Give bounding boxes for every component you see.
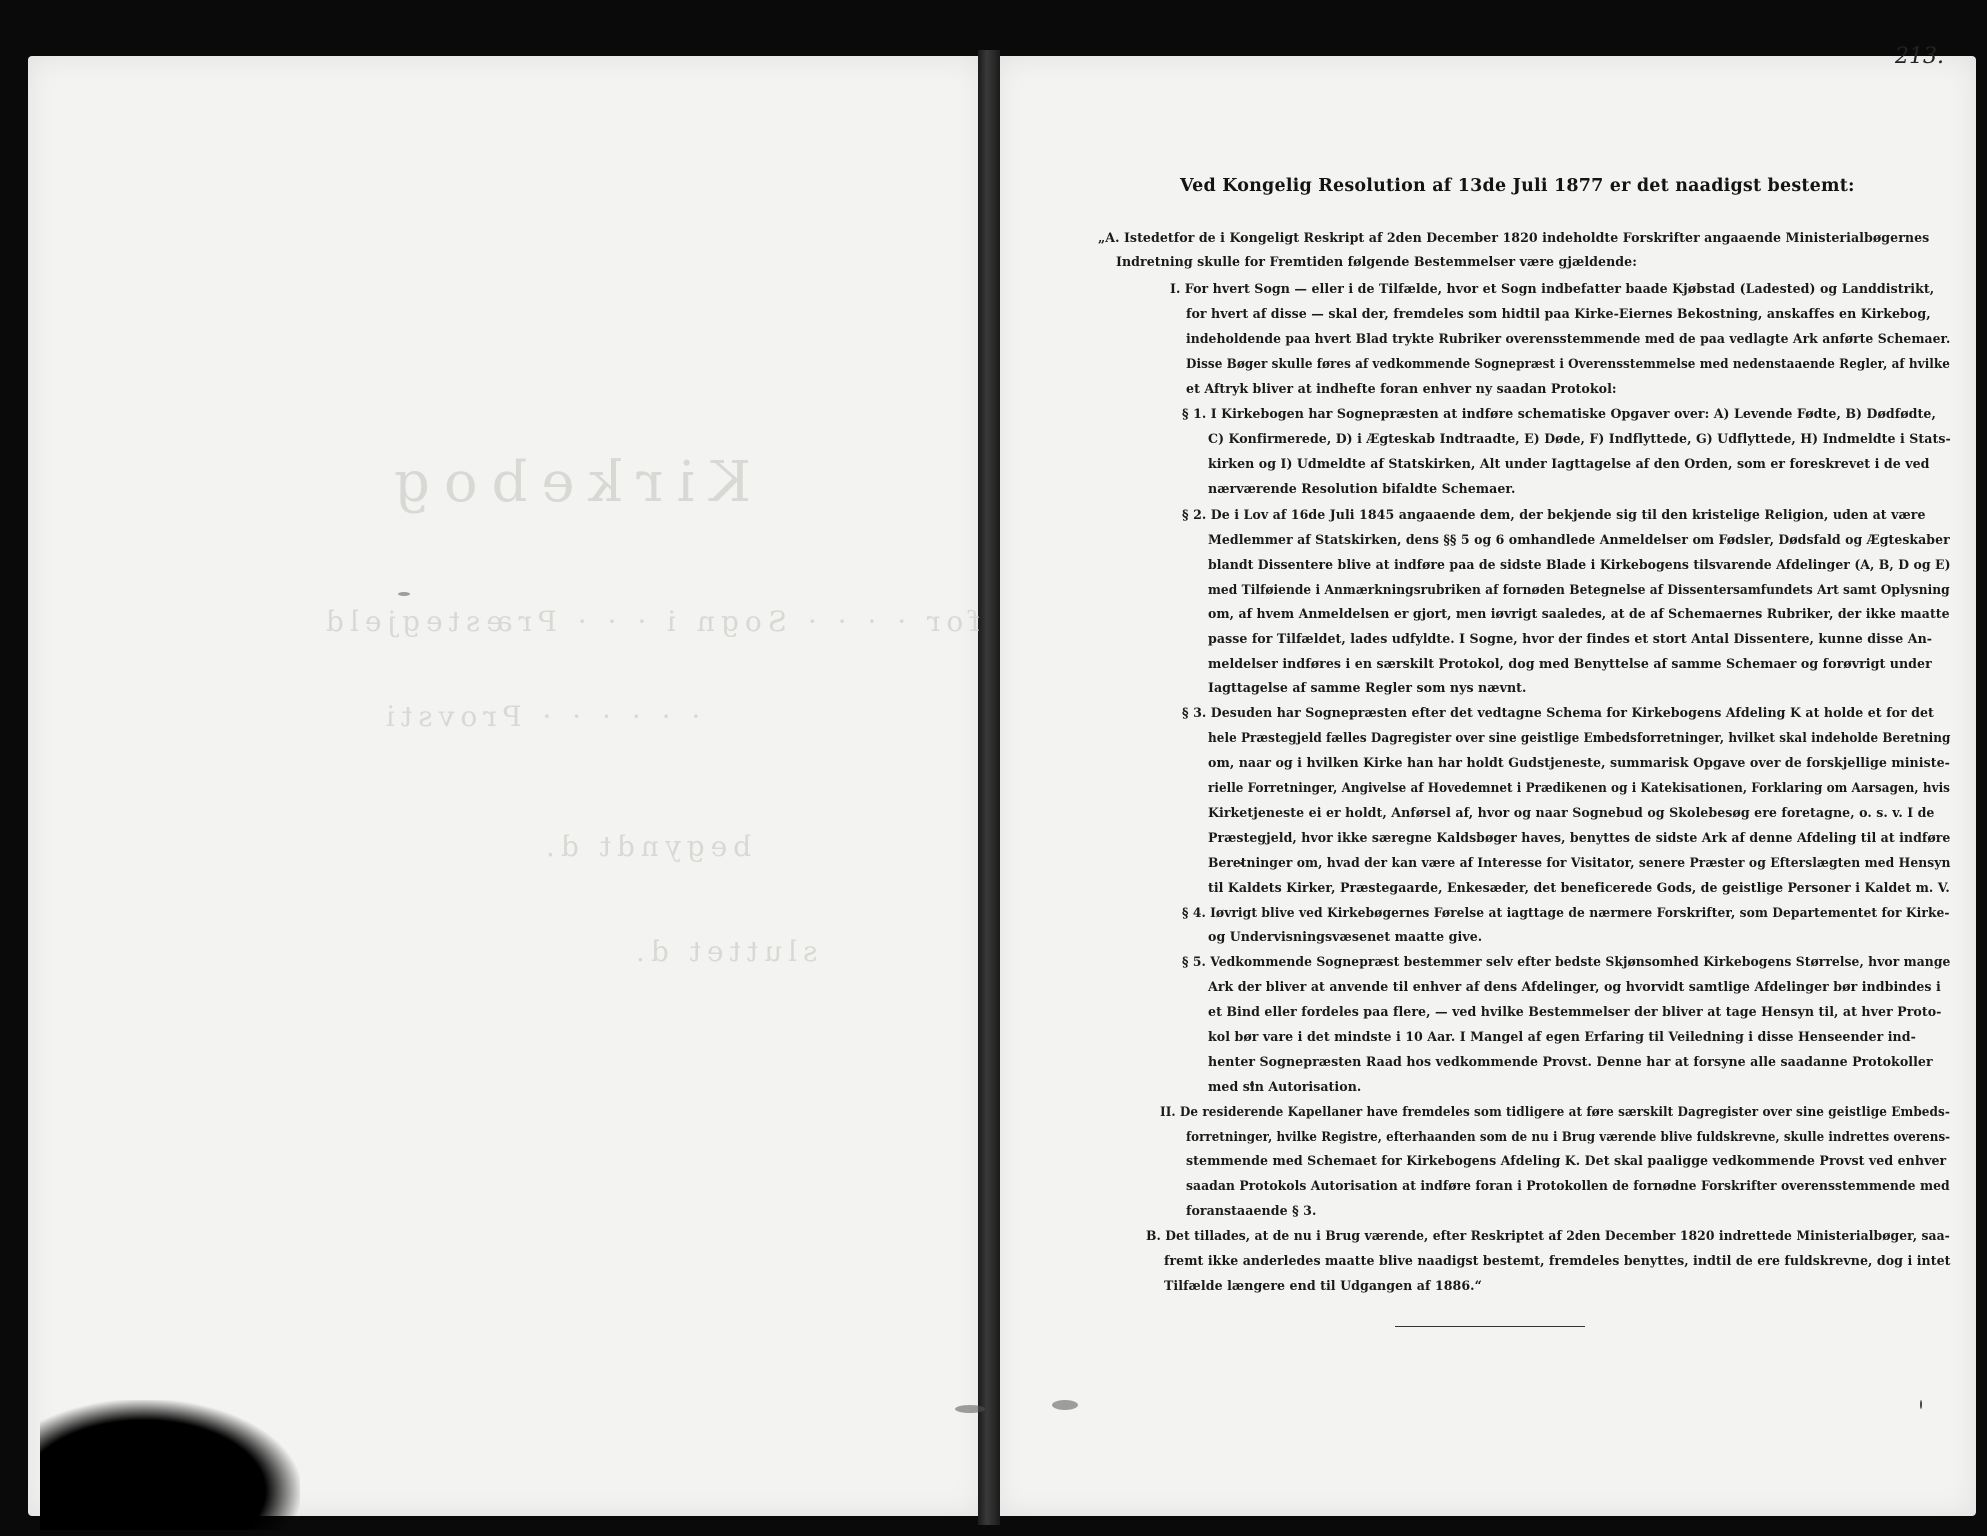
text-line: til Kaldets Kirker, Præstegaarde, Enkesæder, det beneficerede Gods, de geistlige Personer i Kaldet m. V. xyxy=(1208,880,1950,895)
text-line: I. For hvert Sogn — eller i de Tilfælde, hvor et Sogn indbefatter baade Kjøbstad (Ladested) og Landdistrikt, xyxy=(1170,281,1935,296)
text-line: II. De residerende Kapellaner have fremdeles som tidligere at føre særskilt Dagregister over sine geistlige Embeds- xyxy=(1160,1104,1950,1119)
bleed-through-line: for · · · · Sogn i · · · Præstegjeld xyxy=(320,605,980,638)
text-line: § 3. Desuden har Sognepræsten efter det vedtagne Schema for Kirkebogens Afdeling K at holde et for det xyxy=(1182,705,1934,720)
book-gutter xyxy=(978,50,1000,1525)
text-line: fremt ikke anderledes maatte blive naadigst bestemt, fremdeles benyttes, indtil de ere fuldskrevne, dog i intet xyxy=(1164,1253,1951,1268)
text-line: kirken og I) Udmeldte af Statskirken, Alt under Iagttagelse af den Orden, som er foreskrevet i de ved xyxy=(1208,456,1930,471)
page-number: 213. xyxy=(1895,44,1944,69)
text-line: Kirketjeneste ei er holdt, Anførsel af, hvor og naar Sognebud og Skolebesøg ere foretagne, o. s. v. I de xyxy=(1208,805,1935,820)
text-line: forretninger, hvilke Registre, efterhaanden som de nu i Brug værende blive fuldskrevne, skulle indrettes overens- xyxy=(1186,1129,1951,1144)
text-line: et Aftryk bliver at indhefte foran enhver ny saadan Protokol: xyxy=(1186,381,1617,396)
ink-smudge xyxy=(398,592,410,596)
text-line: henter Sognepræsten Raad hos vedkommende Provst. Denne har at forsyne alle saadanne Protokoller xyxy=(1208,1054,1933,1069)
text-line: saadan Protokols Autorisation at indføre foran i Protokollen de fornødne Forskrifter overensstemmende med xyxy=(1186,1178,1950,1193)
text-line: kol bør vare i det mindste i 10 Aar. I Mangel af egen Erfaring til Veiledning i disse Henseender ind- xyxy=(1208,1029,1916,1044)
text-line: om, naar og i hvilken Kirke han har holdt Gudstjeneste, summarisk Opgave over de forskjellige ministe- xyxy=(1208,755,1950,770)
text-line: B. Det tillades, at de nu i Brug værende, efter Reskriptet af 2den December 1820 indrettede Ministerialbøger, saa- xyxy=(1146,1228,1950,1243)
text-line: hele Præstegjeld fælles Dagregister over sine geistlige Embedsforretninger, hvilket skal indeholde Beretning xyxy=(1208,730,1951,745)
text-line: nærværende Resolution bifaldte Schemaer. xyxy=(1208,481,1516,496)
text-line: Disse Bøger skulle føres af vedkommende Sognepræst i Overensstemmelse med nedenstaaende Regler, af hvilke xyxy=(1186,356,1950,371)
text-line: et Bind eller fordeles paa flere, — ved hvilke Bestemmelser der bliver at tage Hensyn til, at hver Proto- xyxy=(1208,1004,1942,1019)
text-line: Medlemmer af Statskirken, dens §§ 5 og 6 omhandlede Anmeldelser om Fødsler, Dødsfald og Ægteskaber xyxy=(1208,532,1950,547)
text-line: Beretninger om, hvad der kan være af Interesse for Visitator, senere Præster og Efterslægten med Hensyn xyxy=(1208,855,1951,870)
document-title: Ved Kongelig Resolution af 13de Juli 1877 er det naadigst bestemt: xyxy=(1180,176,1855,196)
text-line: Præstegjeld, hvor ikke særegne Kaldsbøger haves, benyttes de sidste Ark af denne Afdeling til at indføre xyxy=(1208,830,1951,845)
thumb-shadow xyxy=(40,1400,300,1530)
bleed-through-title: Kirkebog xyxy=(380,450,751,515)
text-line: Indretning skulle for Fremtiden følgende Bestemmelser være gjældende: xyxy=(1116,254,1637,269)
ink-smudge xyxy=(1052,1400,1078,1410)
text-line: Iagttagelse af samme Regler som nys nævnt. xyxy=(1208,680,1527,695)
text-line: § 1. I Kirkebogen har Sognepræsten at indføre schematiske Opgaver over: A) Levende Fødte, B) Dødfødte, xyxy=(1182,406,1936,421)
text-line: § 4. Iøvrigt blive ved Kirkebøgernes Førelse at iagttage de nærmere Forskrifter, som Departementet for Kirke- xyxy=(1182,905,1950,920)
text-line: stemmende med Schemaet for Kirkebogens Afdeling K. Det skal paaligge vedkommende Provst ved enhver xyxy=(1186,1153,1947,1168)
ink-smudge xyxy=(955,1405,985,1413)
closing-rule xyxy=(1395,1326,1585,1327)
text-line: meldelser indføres i en særskilt Protokol, dog med Benyttelse af samme Schemaer og forøvrigt under xyxy=(1208,656,1932,671)
text-line: med Tilføiende i Anmærkningsrubriken af fornøden Betegnelse af Dissentersamfundets Art samt Oplysning xyxy=(1208,582,1950,597)
text-line: C) Konfirmerede, D) i Ægteskab Indtraadte, E) Døde, F) Indflyttede, G) Udflyttede, H) Indmeldte i Stats- xyxy=(1208,431,1951,446)
bleed-through-line: · · · · · · Provsti xyxy=(380,700,701,733)
text-line: rielle Forretninger, Angivelse af Hovedemnet i Prædikenen og i Katekisationen, Forklaring om Aarsagen, hvis xyxy=(1208,780,1950,795)
text-line: Tilfælde længere end til Udgangen af 1886.“ xyxy=(1164,1278,1482,1293)
text-line: for hvert af disse — skal der, fremdeles som hidtil paa Kirke-Eiernes Bekostning, anskaffes en Kirkebog, xyxy=(1186,306,1931,321)
bleed-through-line: sluttet d. xyxy=(630,935,818,968)
text-line: blandt Dissentere blive at indføre paa de sidste Blade i Kirkebogens tilsvarende Afdelinger (A, B, D og E) xyxy=(1208,557,1951,572)
text-line: med sin Autorisation. xyxy=(1208,1079,1362,1094)
text-line: og Undervisningsvæsenet maatte give. xyxy=(1208,929,1483,944)
text-line: foranstaaende § 3. xyxy=(1186,1203,1317,1218)
text-line: indeholdende paa hvert Blad trykte Rubriker overensstemmende med de paa vedlagte Ark anførte Schemaer. xyxy=(1186,331,1951,346)
text-line: „A. Istedetfor de i Kongeligt Reskript af 2den December 1820 indeholdte Forskrifter angaaende Ministerialbøgernes xyxy=(1098,230,1930,245)
left-page xyxy=(28,56,983,1516)
text-line: § 2. De i Lov af 16de Juli 1845 angaaende dem, der bekjende sig til den kristelige Religion, uden at være xyxy=(1182,507,1926,522)
text-line: Ark der bliver at anvende til enhver af dens Afdelinger, og hvorvidt samtlige Afdelinger bør indbindes i xyxy=(1208,979,1941,994)
text-line: om, af hvem Anmeldelsen er gjort, men iøvrigt saaledes, at de af Schemaernes Rubriker, der ikke maatte xyxy=(1208,606,1950,621)
text-line: § 5. Vedkommende Sognepræst bestemmer selv efter bedste Skjønsomhed Kirkebogens Størrelse, hvor mange xyxy=(1182,954,1951,969)
bleed-through-line: begyndt d. xyxy=(540,830,752,863)
text-line: passe for Tilfældet, lades udfyldte. I Sogne, hvor der findes et stort Antal Dissentere, kunne disse An- xyxy=(1208,631,1933,646)
